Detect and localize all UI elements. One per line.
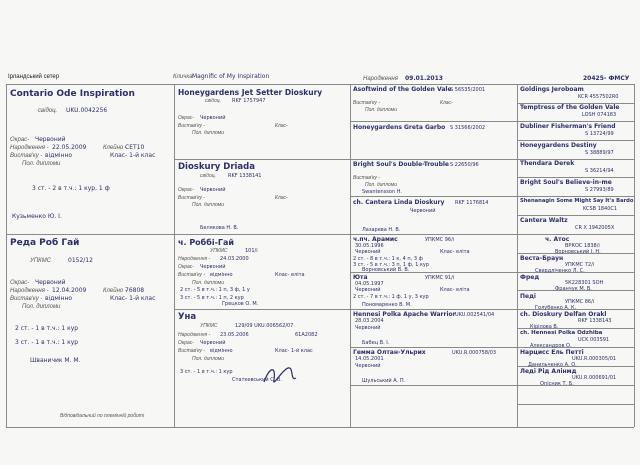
- sire-born-label: Народження -: [10, 145, 49, 151]
- sire-awards: 3 ст. - 2 в т.ч.: 1 кур, 1 ф: [32, 185, 110, 192]
- gen4-6-name: Shenanagin Some Might Say It's Bardo: [520, 198, 634, 204]
- gen2-1-svid-label: свідоц.: [200, 173, 217, 179]
- frame-top: [6, 84, 634, 85]
- gen2-1-svid: RKF 1338141: [228, 173, 262, 179]
- sire-owner: Кузьменко Ю. І.: [12, 213, 62, 220]
- dam-show: 76808: [125, 287, 145, 294]
- gen2-0-color: Червоний: [200, 115, 226, 121]
- gen2-3-awards: 3 ст. - 1 в т.ч.: 1 кур: [180, 369, 233, 375]
- gen4-10-svid: 5К228301 SOH: [565, 280, 604, 286]
- gen3-4-class: Клас- еліта: [440, 249, 470, 255]
- gen2-3-reg: 61А2082: [295, 332, 318, 338]
- gen2-2-color-label: Окрас-: [178, 264, 194, 270]
- gen4-7-name: Cantera Waltz: [520, 217, 568, 224]
- gen3-6-owner: Бабец В. І.: [362, 340, 390, 346]
- gen2-1-owner: Белякова Н. В.: [200, 225, 239, 231]
- gen4-15-owner: Опісник Т. Б.: [540, 381, 574, 387]
- gen4-4-name: Thendara Derek: [520, 160, 575, 167]
- dam-awards-2: 3 ст. - 1 в т.ч.: 1 кур: [15, 339, 79, 346]
- gen2-0-diplomas-label: Пол. дипломи: [192, 130, 224, 136]
- gen3-2-expert-label: Вистав'ку -: [353, 175, 380, 181]
- gen3-6-color: Червоний: [355, 325, 381, 331]
- gen2-2-born-label: Народження -: [178, 256, 211, 262]
- gen2-3-expert-label: Вистав'ку -: [178, 348, 205, 354]
- gen4-13-name: ch. Hennesi Polka Odzhiba: [520, 330, 603, 336]
- gen4-14-svid: UKU.R.000305/01: [572, 356, 617, 362]
- col-divider-1: [174, 84, 175, 427]
- gen2-0-name: Honeygardens Jet Setter Dioskury: [178, 88, 323, 97]
- gen3-1-name: Honeygardens Greta Garbo: [353, 124, 446, 131]
- gen3-5-awards-1: 2 ст. - 7 в т.ч.: 1 ф, 1 у, 3 кур: [353, 294, 429, 300]
- gen2-3-expert: відмінно: [210, 348, 233, 354]
- gen4-11-svid: УПКМС 86/і: [565, 299, 595, 305]
- gen3-7-svid: UKU.R.000758/03: [452, 350, 497, 356]
- gen2-3-born-label: Народження -: [178, 332, 211, 338]
- gen3-2-diplomas-label: Пол. дипломи: [365, 182, 397, 188]
- gen3-0-diplomas-label: Пол. дипломи: [365, 107, 397, 113]
- gen4-split-g: [517, 215, 634, 216]
- gen4-12-svid: RKF 1338143: [578, 318, 612, 324]
- breed-label: Ірландський сетер: [8, 74, 60, 80]
- name-label: Кличка: [173, 74, 193, 80]
- gen3-3-color: Червоний: [410, 208, 436, 214]
- gen2-3-svid: 129/09 UKU.006562/07: [235, 323, 294, 329]
- dam-color-label: Окрас-: [10, 280, 30, 286]
- gen2-2-svid: 101/і: [245, 248, 258, 254]
- gen4-15-svid: UKU.R.000691/01: [572, 375, 617, 381]
- gen4-split-h: [517, 234, 634, 235]
- dam-expert: відмінно: [45, 295, 73, 302]
- gen3-split-6: [350, 309, 517, 310]
- gen3-5-class: Клас- еліта: [440, 287, 470, 293]
- gen4-10-owner: Франчук М. В.: [555, 286, 592, 292]
- gen3-0-class-label: Клас-: [440, 100, 453, 106]
- gen4-15-name: Леді Рід Алінмд: [520, 368, 577, 375]
- gen3-7-name: Гемма Олтан-Ульрих: [353, 349, 426, 356]
- gen3-6-born: 28.03.2004: [355, 318, 384, 324]
- gen2-split-2: [174, 234, 350, 235]
- sire-show: СЕТ10: [125, 144, 145, 151]
- dam-born: 12.04.2009: [52, 287, 87, 294]
- gen4-11-name: Педі: [520, 293, 536, 300]
- gen2-2-color: Червоний: [200, 264, 226, 270]
- gen4-13-owner: Александров О.: [530, 343, 572, 349]
- gen3-7-born: 14.05.2001: [355, 356, 384, 362]
- frame-right: [634, 84, 635, 427]
- gen3-7-color: Червоний: [355, 363, 381, 369]
- gen2-2-svid-label: УПКМС: [210, 248, 228, 254]
- gen2-3-class: Клас- 1-й клас: [275, 348, 313, 354]
- dam-awards-1: 2 ст. - 1 в т.ч.: 1 кур: [15, 325, 79, 332]
- gen4-8-svid: ВРКОС 1838/і: [565, 243, 600, 249]
- frame-bottom: [6, 427, 634, 428]
- gen2-1-name: Dioskury Driada: [178, 162, 255, 172]
- gen2-2-class: Клас- еліта: [275, 272, 305, 278]
- gen2-1-class-label: Клас-: [275, 195, 288, 201]
- sire-show-label: Клейно -: [103, 145, 127, 151]
- footer-note: Відповідальний по племінній роботі: [60, 413, 145, 419]
- gen2-split-3: [174, 309, 350, 310]
- gen4-13-svid: UCK 003591: [578, 337, 610, 343]
- gen4-split-e: [517, 177, 634, 178]
- gen3-split-2: [350, 159, 517, 160]
- gen4-9-owner: Свердліченко Л. С.: [535, 268, 585, 274]
- gen3-5-name: Юта: [353, 274, 368, 281]
- sire-expert: відмінно: [45, 152, 73, 159]
- gen2-2-expert-label: Вистав'ку -: [178, 272, 205, 278]
- gen2-3-color-label: Окрас-: [178, 340, 194, 346]
- gen2-2-diplomas-label: Пол. дипломи: [192, 280, 224, 286]
- gen3-6-name: Hennesi Polka Apache Warrior: [353, 311, 456, 318]
- gen3-4-color: Червоний: [355, 249, 381, 255]
- gen3-6-svid: UKU.002541/04: [455, 312, 495, 318]
- gen2-2-name: ч. Роббі-Гай: [178, 238, 235, 247]
- frame-left: [6, 84, 7, 427]
- gen3-split-4: [350, 234, 517, 235]
- gen3-split-8: [350, 385, 517, 386]
- gen4-10-name: Фред: [520, 274, 540, 281]
- gen4-4-svid: S 36214/94: [585, 168, 614, 174]
- gen4-split-q: [517, 404, 634, 405]
- gen4-12-name: ch. Dioskury Delfan Orakl: [520, 311, 607, 318]
- gen4-3-name: Honeygardens Destiny: [520, 142, 597, 149]
- sire-svid-label: свідоц.: [38, 108, 58, 114]
- gen4-split-b: [517, 121, 634, 122]
- gen4-6-svid: KCSB 1840C1: [583, 206, 618, 212]
- gen2-0-svid-label: свідоц.: [205, 98, 222, 104]
- gen4-7-svid: CR X 1942005X: [575, 225, 615, 231]
- gen2-2-awards-1: 2 ст. - 5 в т.ч.: 1 п, 3 ф, 1 у: [180, 287, 250, 293]
- gen3-4-name: ч.пч. Арамис: [353, 236, 398, 243]
- gen1-split: [6, 234, 174, 235]
- signature-stamp: [260, 362, 300, 390]
- gen3-0-name: Asoftwind of the Golden Vale: [353, 86, 452, 93]
- gen2-0-class-label: Клас-: [275, 123, 288, 129]
- gen2-0-expert-label: Вистав'ку -: [178, 123, 205, 129]
- gen3-5-owner: Пономаренко В. М.: [362, 302, 412, 308]
- gen2-1-expert-label: Вистав'ку -: [178, 195, 205, 201]
- dam-name: Реда Роб Гай: [10, 238, 80, 248]
- gen3-3-owner: Лазарева Н. В.: [362, 227, 401, 233]
- gen4-5-svid: S 27993/89: [585, 187, 614, 193]
- gen4-9-name: Веста-Браун: [520, 255, 564, 262]
- gen3-3-svid: RKF 1176814: [455, 200, 489, 206]
- gen4-2-name: Dubliner Fisherman's Friend: [520, 123, 616, 130]
- gen2-2-expert: відмінно: [210, 272, 233, 278]
- gen4-0-name: Goldings Jeroboam: [520, 86, 584, 93]
- sire-class: Клас- 1-й клас: [110, 152, 156, 159]
- gen4-14-name: Нарцисс Ель Петті: [520, 349, 584, 356]
- gen3-4-awards-1: 2 ст. - 8 в т.ч.: 1 к, 4 п, 3 ф: [353, 256, 423, 262]
- gen3-0-svid: S 56535/2001: [450, 87, 486, 93]
- dam-born-label: Народження -: [10, 288, 49, 294]
- sire-name: Contario Ode Inspiration: [10, 89, 135, 99]
- col-divider-3: [517, 84, 518, 427]
- gen2-3-born: 23.05.2006: [220, 332, 249, 338]
- birth-label: Народження: [363, 76, 398, 82]
- gen2-2-born: 24.03.2000: [220, 256, 249, 262]
- gen4-0-svid: KCR 4557502R0: [578, 94, 619, 100]
- dam-show-label: Клейно -: [103, 288, 127, 294]
- gen4-split-p: [517, 385, 634, 386]
- dam-expert-label: Вистав'ку -: [10, 296, 43, 302]
- dam-diplomas-label: Пол. дипломи: [22, 304, 61, 310]
- gen4-14-owner: Данильченко А. О.: [528, 362, 577, 368]
- gen2-1-diplomas-label: Пол. дипломи: [192, 202, 224, 208]
- gen3-2-owner: Swantensson H.: [362, 189, 402, 195]
- gen2-2-awards-2: 3 ст. - 5 в т.ч.: 1 п, 2 кур: [180, 295, 244, 301]
- gen2-3-name: Уна: [178, 312, 197, 322]
- gen4-12-owner: Кірілова В.: [530, 324, 559, 330]
- gen2-0-color-label: Окрас-: [178, 115, 194, 121]
- gen4-split-f: [517, 196, 634, 197]
- gen3-7-owner: Шульський А. П.: [362, 378, 406, 384]
- gen2-2-owner: Грецков О. М.: [222, 301, 259, 307]
- gen3-5-svid: УПКМС 91/і: [425, 275, 455, 281]
- gen4-1-name: Temptress of the Golden Vale: [520, 104, 620, 111]
- gen4-5-name: Bright Soul's Believe-in-me: [520, 179, 612, 186]
- gen4-9-svid: УПКМС 72/і: [565, 262, 595, 268]
- gen2-3-color: Червоний: [200, 340, 226, 346]
- dam-svid-label: УПКМС: [30, 258, 52, 264]
- sire-svid: UKU.0042256: [66, 107, 108, 114]
- sire-color: Червоний: [35, 136, 66, 143]
- sire-diplomas-label: Пол. дипломи: [22, 161, 61, 167]
- gen4-11-owner: Голубенко А. К.: [535, 305, 577, 311]
- gen2-1-color: Червоний: [200, 187, 226, 193]
- dog-name: Magnific of My Inspiration: [192, 73, 270, 80]
- gen4-3-svid: S 38889/97: [585, 150, 614, 156]
- gen2-3-owner: Статкевський С. В.: [232, 377, 282, 383]
- gen4-split-c: [517, 140, 634, 141]
- sire-color-label: Окрас-: [10, 137, 30, 143]
- gen4-8-name: ч. Атос: [545, 236, 570, 243]
- gen2-3-svid-label: УПКМС: [200, 323, 218, 329]
- gen3-1-svid: S 31566/2002: [450, 125, 486, 131]
- gen2-3-diplomas-label: Пол. дипломи: [192, 356, 224, 362]
- gen4-2-svid: S 13724/99: [585, 131, 614, 137]
- gen3-2-name: Bright Soul's Double-Trouble: [353, 161, 449, 168]
- dam-class: Клас- 1-й клас: [110, 295, 156, 302]
- gen2-0-svid: RKF 1757947: [232, 98, 266, 104]
- gen3-4-owner: Ворновський В. В.: [362, 267, 410, 273]
- gen3-3-name: ch. Cantera Linda Dioskury: [353, 199, 445, 206]
- gen2-split-1: [174, 159, 350, 160]
- col-divider-2: [350, 84, 351, 427]
- dam-svid: 0152/12: [68, 257, 93, 264]
- gen4-1-svid: LOSH 074183: [582, 112, 617, 118]
- gen3-4-svid: УПКМС 96/і: [425, 237, 455, 243]
- gen3-5-color: Червоний: [355, 287, 381, 293]
- gen3-4-awards-2: 3 ст. - 5 в т.ч.: 3 п, 1 ф, 1 кур: [353, 262, 429, 268]
- birth-date: 09.01.2013: [405, 75, 443, 82]
- gen3-0-expert-label: Вистав'ку -: [353, 100, 380, 106]
- gen3-5-born: 04.05.1997: [355, 281, 384, 287]
- gen3-split-3: [350, 196, 517, 197]
- gen3-split-7: [350, 347, 517, 348]
- gen3-4-born: 30.05.1996: [355, 243, 384, 249]
- gen4-8-owner: Ворновський І. Н.: [555, 249, 601, 255]
- gen2-1-color-label: Окрас-: [178, 187, 194, 193]
- gen3-2-svid: S 22650/96: [450, 162, 479, 168]
- registration-number: 20425- ФМСУ: [583, 75, 630, 82]
- sire-born: 22.05.2009: [52, 144, 87, 151]
- dam-owner: Шваничик М. М.: [30, 357, 81, 364]
- sire-expert-label: Вистав'ку -: [10, 153, 43, 159]
- gen3-split-1: [350, 121, 517, 122]
- dam-color: Червоний: [35, 279, 66, 286]
